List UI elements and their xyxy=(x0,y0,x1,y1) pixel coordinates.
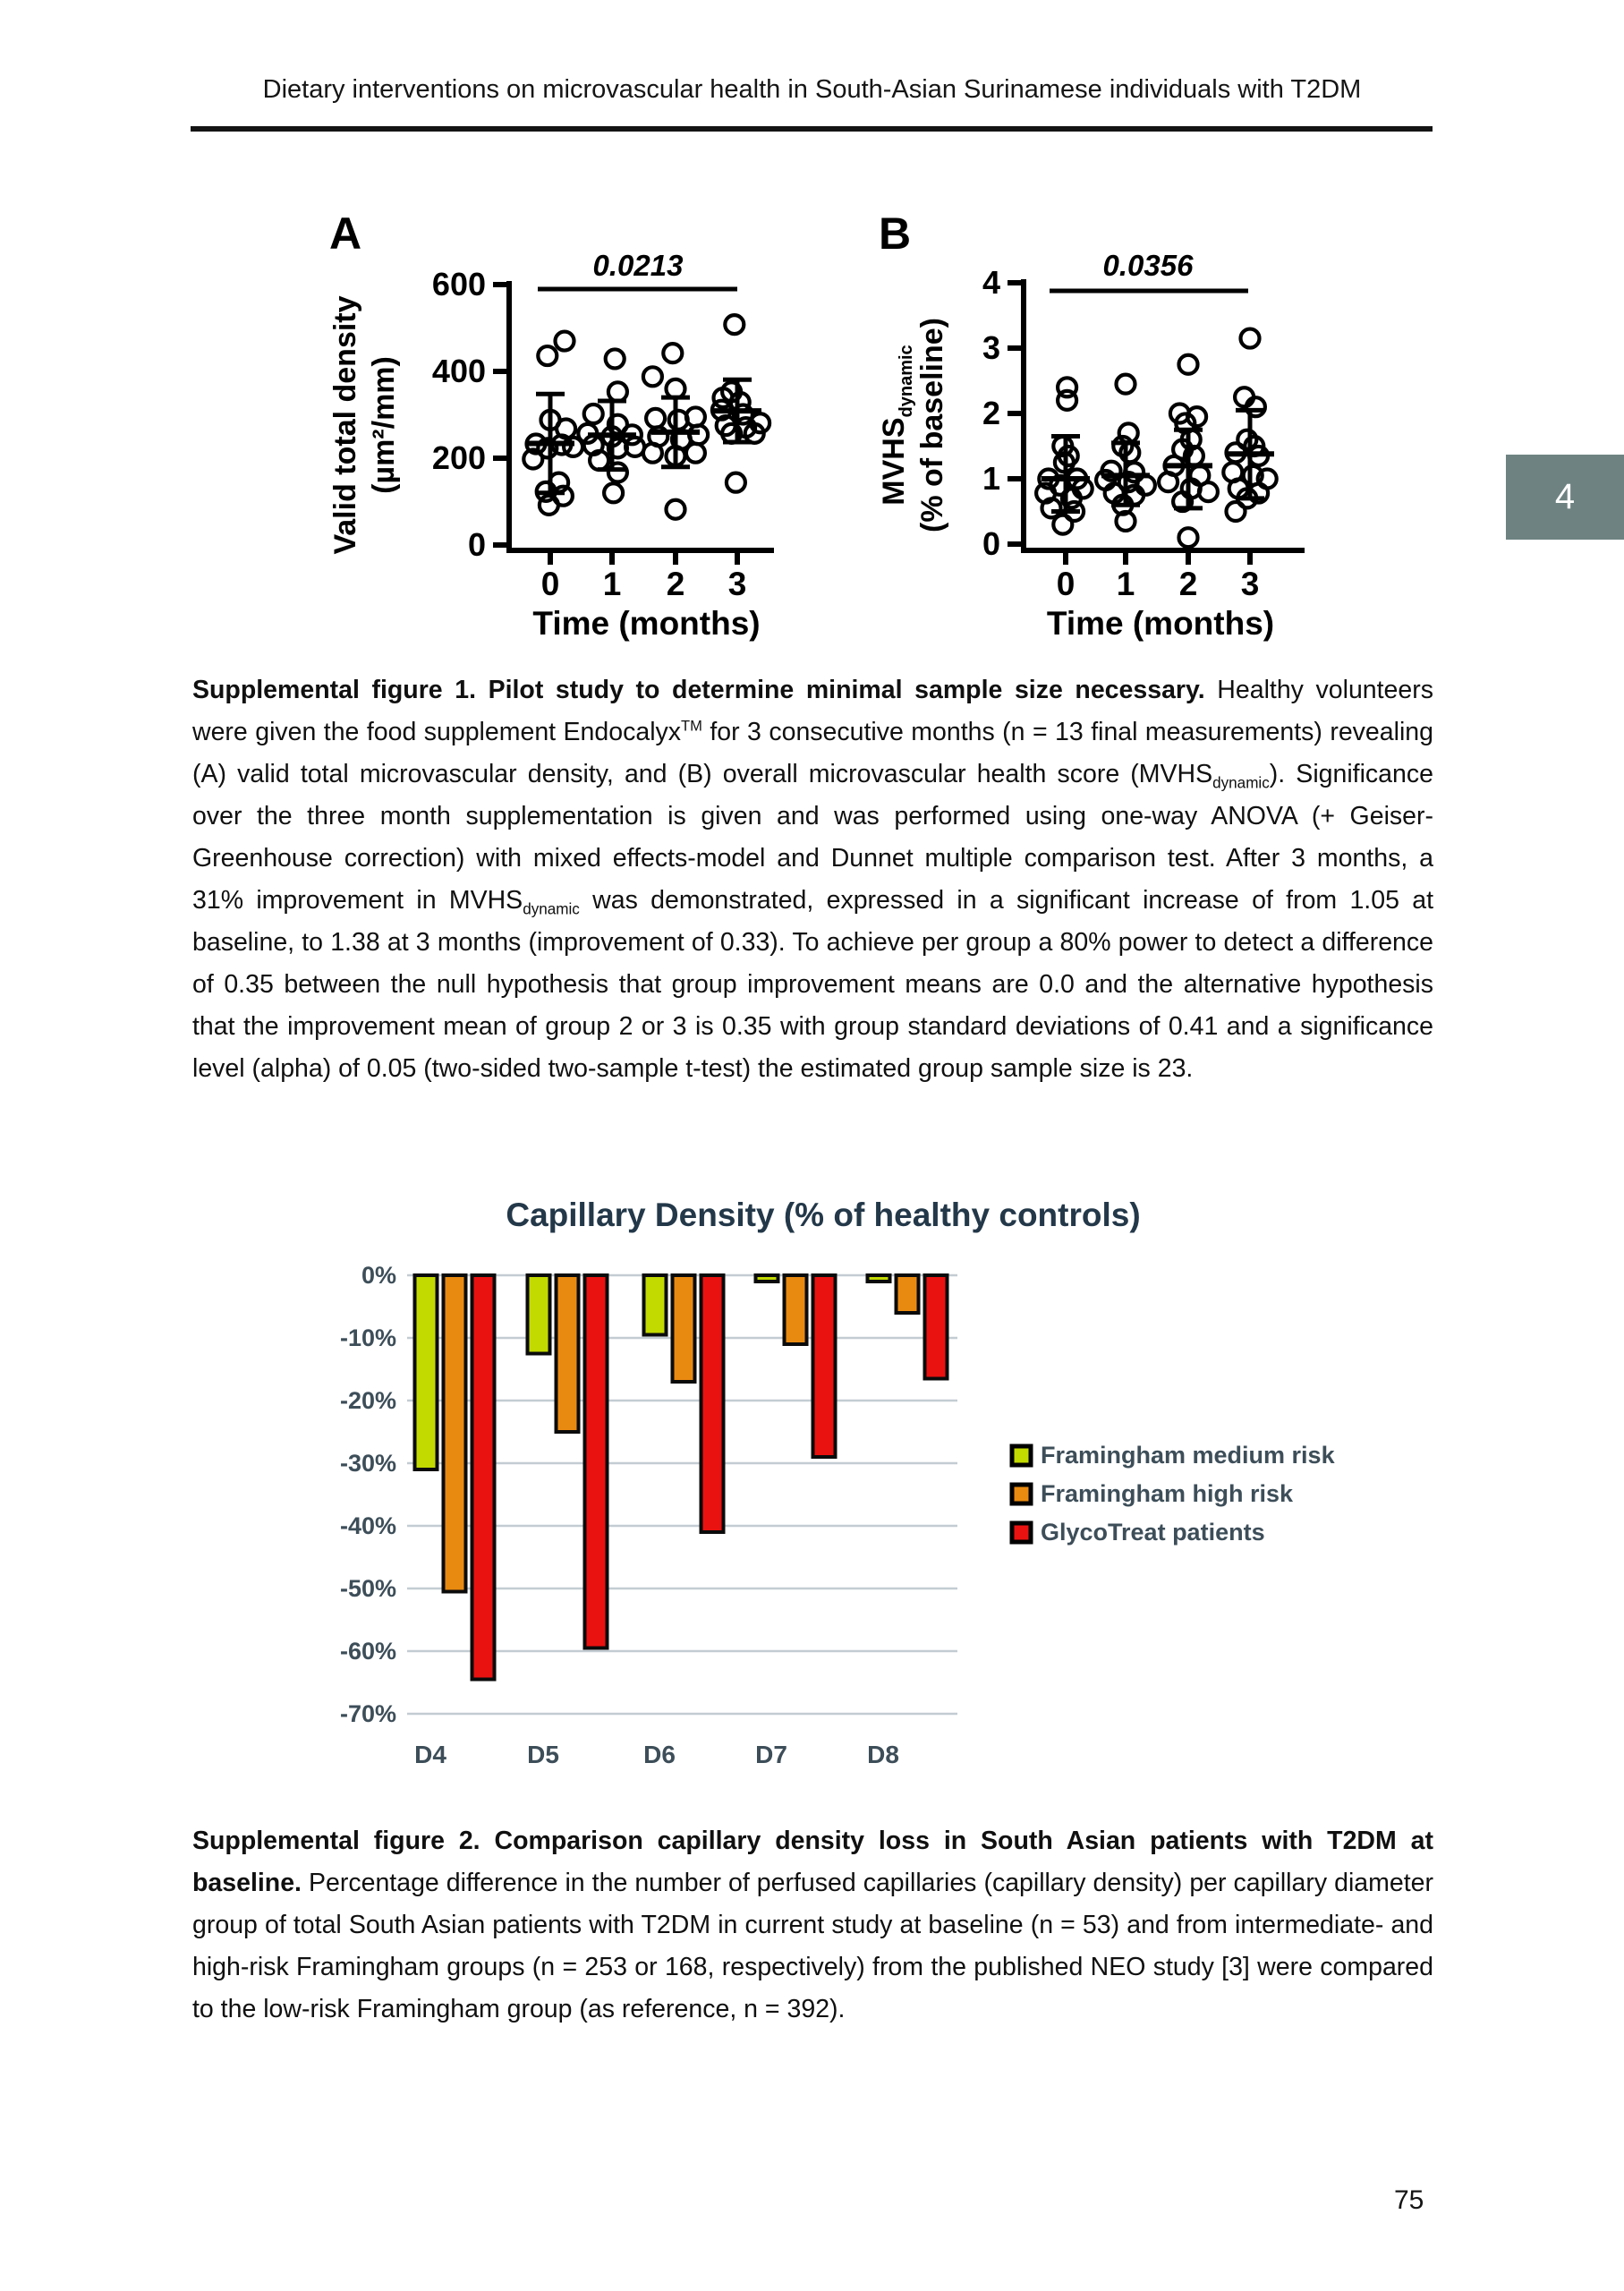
svg-text:MVHSdynamic: $MVHS_{dynamic}$ xyxy=(877,345,916,506)
svg-text:-10%: -10% xyxy=(339,1324,396,1351)
svg-text:0.0213: 0.0213 xyxy=(592,249,684,282)
svg-text:D8: D8 xyxy=(867,1741,899,1768)
svg-text:GlycoTreat patients: GlycoTreat patients xyxy=(1041,1519,1265,1546)
svg-text:0: 0 xyxy=(467,526,486,563)
running-header: Dietary interventions on microvascular health in South-Asian Surinamese individuals with T2DM xyxy=(262,75,1362,104)
svg-text:0: 0 xyxy=(540,566,560,602)
svg-text:0.0356: 0.0356 xyxy=(1102,249,1194,282)
svg-text:2: 2 xyxy=(982,395,1000,431)
figure1-panel-b-scatter-chart xyxy=(850,197,1369,662)
svg-text:0: 0 xyxy=(1056,566,1076,602)
svg-text:D4: D4 xyxy=(414,1741,446,1768)
figure1-panel-a-scatter-chart xyxy=(295,197,814,662)
svg-text:0: 0 xyxy=(982,525,1000,562)
svg-text:200: 200 xyxy=(431,439,486,476)
svg-text:Time (months): Time (months) xyxy=(1046,605,1275,642)
svg-text:400: 400 xyxy=(431,353,486,389)
svg-text:(% of baseline): (% of baseline) xyxy=(915,318,949,532)
svg-text:D7: D7 xyxy=(755,1741,787,1768)
svg-text:3: 3 xyxy=(982,329,1000,366)
svg-text:-60%: -60% xyxy=(339,1638,396,1665)
svg-text:B: B xyxy=(879,209,912,259)
supplemental-figure-1-caption: Supplemental figure 1. Pilot study to determine minimal sample size necessary. Healthy volunteers were given the food supplement Endocalyx™ for 3 consecutive months (n = 13 final measurements) revealing (A) valid total microvascular density, and (B) overall microvascular health score $(MVHS_{dynamic})$. Significance over the three month supplementation is given and was performed using one-way ANOVA (+ Geiser-Greenhouse correction) with mixed effects-model and Dunnet multiple comparison test. After 3 months, a 31% improvement in $MVHS_{dynamic}$ was demonstrated, expressed in a significant increase of from 1.05 at baseline, to 1.38 at 3 months (improvement of 0.33). To achieve per group a 80% power to detect a difference of 0.35 between the null hypothesis that group improvement means are 0.0 and the alternative hypothesis that the improvement mean of group 2 or 3 is 0.35 with group standard deviations of 0.41 and a significance level (alpha) of 0.05 (two-sided two-sample t-test) the estimated group sample size is 23. xyxy=(192,676,1434,1083)
svg-text:3: 3 xyxy=(727,566,747,602)
svg-text:D5: D5 xyxy=(527,1741,559,1768)
svg-text:0%: 0% xyxy=(361,1262,396,1289)
svg-text:2: 2 xyxy=(666,566,685,602)
header-rule xyxy=(191,126,1433,132)
svg-text:-20%: -20% xyxy=(339,1387,396,1414)
svg-text:D6: D6 xyxy=(643,1741,676,1768)
svg-text:-50%: -50% xyxy=(339,1575,396,1602)
svg-text:2: 2 xyxy=(1178,566,1198,602)
svg-text:A: A xyxy=(329,209,362,259)
svg-text:-70%: -70% xyxy=(339,1700,396,1727)
figure2-capillary-density-bar-chart xyxy=(318,1180,1335,1788)
svg-text:-40%: -40% xyxy=(339,1512,396,1539)
svg-text:1: 1 xyxy=(602,566,622,602)
supplemental-figure-2-caption: Supplemental figure 2. Comparison capillary density loss in South Asian patients with T2DM at baseline. Percentage difference in the number of perfused capillaries (capillary density) per capillary diameter group of total South Asian patients with T2DM in current study at baseline (n = 53) and from intermediate- and high-risk Framingham groups (n = 253 or 168, respectively) from the published NEO study [3] were compared to the low-risk Framingham group (as reference, n = 392). xyxy=(192,1827,1433,2023)
svg-text:600: 600 xyxy=(431,266,486,302)
svg-text:Capillary Density (% of health: Capillary Density (% of healthy controls) xyxy=(506,1197,1141,1233)
chapter-tab: 4 xyxy=(1506,455,1624,540)
svg-text:Framingham high risk: Framingham high risk xyxy=(1041,1480,1294,1507)
svg-text:Framingham medium risk: Framingham medium risk xyxy=(1041,1442,1335,1469)
svg-text:Time (months): Time (months) xyxy=(532,605,761,642)
svg-text:Valid total density: Valid total density xyxy=(328,295,362,555)
svg-text:(µm²/mm): (µm²/mm) xyxy=(367,356,401,494)
svg-text:-30%: -30% xyxy=(339,1450,396,1477)
svg-text:3: 3 xyxy=(1240,566,1260,602)
svg-text:1: 1 xyxy=(1116,566,1135,602)
svg-text:4: 4 xyxy=(982,264,1000,301)
svg-text:1: 1 xyxy=(982,460,1000,497)
page-number: 75 xyxy=(1394,2185,1424,2215)
